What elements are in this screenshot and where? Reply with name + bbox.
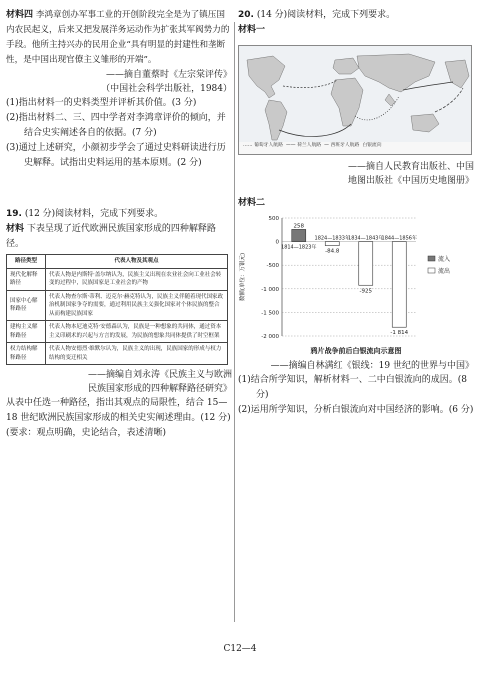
- map-legend-1: …… 葡萄牙人航路: [243, 143, 283, 148]
- table-cell-type: 权力结构解释路径: [7, 343, 46, 365]
- chart-y-tick-label: -1 500: [261, 310, 279, 317]
- chart-bar: [392, 242, 406, 328]
- question-19-number: 19.: [6, 209, 22, 219]
- table-header-view: 代表人物及其观点: [46, 255, 228, 269]
- map-legend: [243, 143, 382, 149]
- map-source-2: 地图出版社《中国历史地图册》: [347, 176, 474, 186]
- chart-category-label: 1844—1856年: [381, 235, 417, 242]
- material-one-label: 材料一: [238, 25, 266, 35]
- table-cell-type: 国家中心解释路径: [7, 290, 46, 321]
- question-19-intro-text: 下表呈现了近代欧洲民族国家形成的四种解释路径。: [6, 224, 216, 249]
- table-cell-text: 代表人物是内斯特·盖尔纳认为，民族主义出现在农业社会向工业社会转变的过程中，民族国家是工业社会的产物: [46, 268, 228, 290]
- chart-bar: [325, 242, 339, 246]
- table-cell-text: 代表人物本尼迪克特·安德森认为，民族是一种想象的共同体，通过资本主义印刷术的兴起与方言的发展，为民族的想象共同体提供了时空框架: [46, 321, 228, 343]
- question-18-3: (3)通过上述研究，小颜初步学会了通过史料研读进行历史解释。试指出史料运用的基本原则。(2 分): [6, 143, 226, 168]
- chart-category-label: 1814—1823年: [281, 244, 317, 251]
- question-19-score: (12 分)阅读材料，完成下列要求。: [24, 209, 164, 219]
- left-column: [6, 0, 232, 441]
- chart-source: ——摘编自林满红《银线：19 世纪的世界与中国》: [270, 361, 474, 371]
- column-divider: [234, 22, 235, 622]
- table-row: [7, 343, 228, 365]
- chart-caption: 鸦片战争前后白银流向示意图: [310, 347, 402, 355]
- question-19-material-label: 材料: [6, 224, 25, 234]
- table-row: [7, 268, 228, 290]
- world-map-image: [239, 46, 471, 154]
- question-20-header: [238, 8, 474, 23]
- table-row: [7, 321, 228, 343]
- map-source-1: ——摘自人民教育出版社、中国: [347, 162, 474, 172]
- chart-y-tick-label: -1 000: [261, 286, 279, 293]
- silver-route-map: [238, 45, 472, 155]
- chart-legend-swatch-outflow: [428, 268, 435, 273]
- table-cell-text: 代表人物查尔斯·蒂利、迈克尔·赫克特认为，民族主义伴随着现代国家政治机制国家争夺的需要，通过利用民族主义强化国家对个体民族的整合从而构建民族国家: [46, 290, 228, 321]
- chart-y-tick-label: -2 000: [261, 334, 279, 340]
- chart-data-label: -925: [359, 288, 372, 295]
- material-four-text: 李鸿章创办军事工业的开创阶段完全是为了镇压国内农民起义，后来又把发展洋务运动作为扩张其军阀势力的手段。他所主持兴办的民用企业“具有明显的封建性和垄断性，是中国出现官僚主义雏形的开端”。: [6, 10, 230, 65]
- chart-bar: [359, 242, 373, 286]
- material-four-source-2: （中国社会科学出版社，1984）: [101, 84, 232, 94]
- chart-y-tick-label: 500: [268, 216, 279, 222]
- chart-data-label: -1 814: [390, 330, 409, 337]
- chart-category-label: 1824—1833年: [314, 235, 350, 242]
- map-legend-3: — 西班牙人航路: [324, 143, 360, 148]
- question-20-number: 20.: [238, 10, 254, 20]
- table-header-row: [7, 255, 228, 269]
- chart-y-axis-label: 数额(单位：万银元): [240, 252, 246, 302]
- chart-legend-inflow: 流入: [438, 256, 451, 263]
- material-four: [6, 8, 232, 68]
- question-19-task: 从表中任选一种路径，指出其观点的局限性，结合 15—18 世纪欧洲民族国家形成的相关史实阐述理由。(12 分)(要求：观点明确，史论结合，表述清晰): [6, 398, 231, 438]
- chart-legend-swatch-inflow: [428, 256, 435, 261]
- question-20-1: (1)结合所学知识，解析材料一、二中白银流向的成因。(8 分): [238, 375, 467, 400]
- right-column: [238, 0, 474, 415]
- chart-legend-outflow: 流出: [438, 268, 451, 275]
- silver-flow-chart: [238, 212, 474, 342]
- question-20-2: (2)运用所学知识，分析白银流向对中国经济的影响。(6 分): [238, 405, 474, 415]
- table-row: [7, 290, 228, 321]
- question-19-header: [6, 207, 232, 222]
- map-legend-2: —— 荷兰人航路: [285, 143, 322, 148]
- table-cell-text: 代表人物安德烈·维默尔认为，民族主义的出现，民族国家的形成与权力结构的变迁相关: [46, 343, 228, 365]
- question-19-intro: [6, 222, 232, 252]
- material-four-heading: 材料四: [6, 10, 34, 20]
- chart-data-label: -84.8: [325, 248, 340, 255]
- chart-y-tick-label: -500: [266, 263, 279, 270]
- chart-bar: [292, 229, 306, 241]
- table-cell-type: 现代化解释路径: [7, 268, 46, 290]
- map-legend-4: 白银流向: [362, 143, 382, 148]
- table-header-type: 路径类型: [7, 255, 46, 269]
- table-cell-type: 建构主义解释路径: [7, 321, 46, 343]
- question-18-2: (2)指出材料二、三、四中学者对李鸿章评价的倾向，并结合史实阐述各自的依据。(7 分): [6, 113, 226, 138]
- material-four-source-1: ——摘自董蔡时《左宗棠评传》: [105, 70, 232, 80]
- page-number: C12—4: [223, 644, 257, 654]
- table-source-2: 民族国家形成的四种解释路径研究》: [87, 384, 232, 394]
- paths-table: [6, 254, 228, 365]
- material-two-label: 材料二: [238, 198, 266, 208]
- chart-category-label: 1834—1843年: [348, 235, 384, 242]
- chart-y-tick-label: 0: [275, 239, 279, 246]
- chart-data-label: 258: [293, 223, 304, 230]
- question-18-1: (1)指出材料一的史料类型并评析其价值。(3 分): [6, 98, 197, 108]
- table-source-1: ——摘编自刘永涛《民族主义与欧洲: [87, 370, 232, 380]
- question-20-score: (14 分)阅读材料，完成下列要求。: [256, 10, 396, 20]
